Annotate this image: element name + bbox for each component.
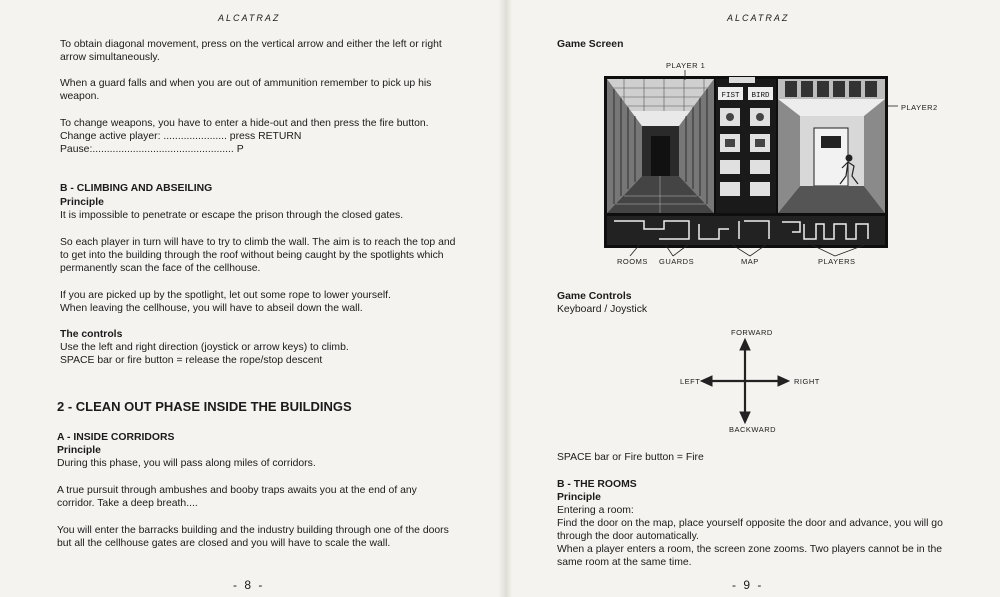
hud-weapon-left: FIST	[721, 92, 740, 100]
label-player2: PLAYER2	[901, 103, 938, 112]
label-players: PLAYERS	[818, 257, 856, 266]
section-heading: B - CLIMBING AND ABSEILING	[60, 183, 213, 194]
label-map: MAP	[741, 257, 759, 266]
body-line: same room at the same time.	[557, 557, 692, 568]
body-line: Use the left and right direction (joystick or arrow keys) to climb.	[60, 342, 349, 353]
section-heading: A - INSIDE CORRIDORS	[57, 432, 175, 443]
subheading: Principle	[60, 197, 104, 208]
direction-backward: BACKWARD	[729, 425, 777, 434]
body-line: Entering a room:	[557, 505, 634, 516]
game-controls-subheading: Keyboard / Joystick	[557, 304, 648, 315]
body-line: Change active player: ...................... press RETURN	[60, 131, 302, 142]
body-line: to get into the building through the roof without being caught by the spotlights which	[60, 250, 444, 261]
body-line: through the door automatically.	[557, 531, 699, 542]
body-line: SPACE bar or Fire button = Fire	[557, 452, 704, 463]
label-rooms: ROOMS	[617, 257, 648, 266]
label-guards: GUARDS	[659, 257, 695, 266]
body-line: corridor. Take a deep breath....	[57, 498, 198, 509]
section-heading: B - THE ROOMS	[557, 479, 637, 490]
body-line: but all the cellhouse gates are closed and you will have to scale the wall.	[57, 538, 391, 549]
direction-left: LEFT	[680, 377, 701, 386]
game-screen-heading: Game Screen	[557, 39, 624, 50]
body-line: A true pursuit through ambushes and booby traps awaits you at the end of any	[57, 485, 417, 496]
body-line: When a player enters a room, the screen zone zooms. Two players cannot be in the	[557, 544, 943, 555]
body-line: weapon.	[60, 91, 100, 102]
body-line: To obtain diagonal movement, press on the vertical arrow and either the left or right	[60, 39, 442, 50]
body-line: When a guard falls and when you are out of ammunition remember to pick up his	[60, 78, 432, 89]
page-number: - 9 -	[732, 578, 764, 592]
subheading: Principle	[57, 445, 101, 456]
body-line: When leaving the cellhouse, you will have to abseil down the wall.	[60, 303, 363, 314]
subheading: The controls	[60, 329, 123, 340]
body-line: Find the door on the map, place yourself opposite the door and advance, you will go	[557, 518, 943, 529]
body-line: SPACE bar or fire button = release the rope/stop descent	[60, 355, 323, 366]
body-line: It is impossible to penetrate or escape the prison through the closed gates.	[60, 210, 404, 221]
direction-cross-icon	[700, 336, 790, 426]
body-line: So each player in turn will have to try to climb the wall. The aim is to reach the top and	[60, 237, 456, 248]
body-line: If you are picked up by the spotlight, let out some rope to lower yourself.	[60, 290, 391, 301]
page-number: - 8 -	[233, 578, 265, 592]
running-header: ALCATRAZ	[218, 13, 281, 23]
subheading: Principle	[557, 492, 601, 503]
body-line: arrow simultaneously.	[60, 52, 160, 63]
body-line: You will enter the barracks building and the industry building through one of the doors	[57, 525, 449, 536]
right-page	[505, 0, 1000, 597]
direction-forward: FORWARD	[731, 328, 773, 337]
game-controls-heading: Game Controls	[557, 291, 632, 302]
body-line: To change weapons, you have to enter a hide-out and then press the fire button.	[60, 118, 429, 129]
body-line: permanently scan the face of the cellhouse.	[60, 263, 261, 274]
body-line: During this phase, you will pass along miles of corridors.	[57, 458, 316, 469]
section-title: 2 - CLEAN OUT PHASE INSIDE THE BUILDINGS	[57, 399, 352, 414]
direction-right: RIGHT	[794, 377, 820, 386]
running-header: ALCATRAZ	[727, 13, 790, 23]
label-player1: PLAYER 1	[666, 61, 706, 70]
body-line: Pause:................................................. P	[60, 144, 244, 155]
hud-weapon-right: BIRD	[751, 92, 770, 100]
